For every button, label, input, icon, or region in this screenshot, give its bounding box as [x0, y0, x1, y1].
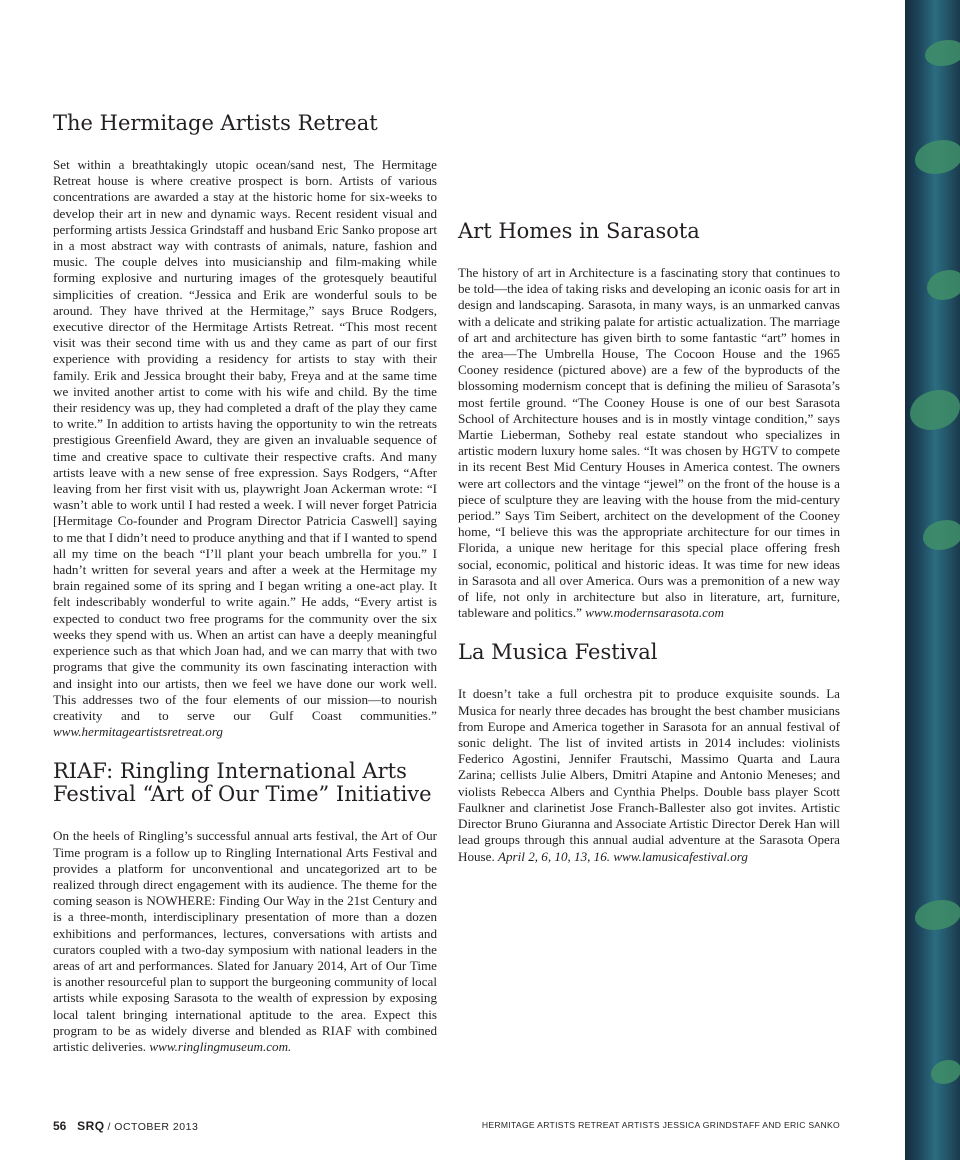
page-number: 56 [53, 1119, 67, 1133]
photo-strip [905, 0, 960, 1160]
la-musica-dates: April 2, 6, 10, 13, 16. [498, 848, 611, 864]
photo-caption: HERMITAGE ARTISTS RETREAT ARTISTS JESSICA GRINDSTAFF AND ERIC SANKO [481, 1120, 840, 1130]
art-homes-body [458, 265, 840, 621]
la-musica-text: It doesn’t take a full orchestra pit to produce exquisite sounds. La Musica for nearly three decades has brought the best chamber musicians from Europe and America together in Sarasota for an annual festival of sonic delight. The list of invited artists in 2014 includes: violinists Federico Agostini, Jennifer Frautschi, Massimo Quarta and Laura Zarina; cellists Julie Albers, Dmitri Atapine and Antonio Meneses; and violists Rebecca Albers and Cynthia Phelps. Double bass player Scott Faulkner and clarinetist Jose Franch-Ballester also got invites. Artistic Director Bruno Giuranna and Associate Artistic Director Derek Han will lead groups through this annual audial adventure at the Sarasota Opera House. [458, 686, 840, 864]
art-homes-text: The history of art in Architecture is a fascinating story that continues to be told—the idea of taking risks and developing an iconic oasis for art in design and landscaping. Sarasota, in many ways, is an unmarked canvas with a delicate and striking palate for artistic actualization. The marriage of art and architecture has given birth to some fantastic “art” homes in the area—The Umbrella House, The Cocoon House and the 1965 Cooney residence (pictured above) are a few of the byproducts of the blossoming modernism concept that is defining the milieu of Sarasota’s most fertile ground. “The Cooney House is one of our best Sarasota School of Architecture houses and is in mostly vintage condition,” says Martie Lieberman, Sotheby real estate standout who specializes in artistic modern luxury home sales. “It was chosen by HGTV to compete in its recent Best Mid Century Houses in America contest. The owners were art collectors and the vintage “jewel” on the front of the house is a piece of sculpture they are leaving with the house from the mid-century period.” Says Tim Seibert, architect on the development of the Cooney home, “I believe this was the appropriate architecture for our times in Florida, a unique new heritage for this special place offering fresh social, economic, political and historic ideas. It was time for new ideas in Sarasota and all over America. Ours was a premonition of a new way of life, not only in architecture but also in literature, art, furniture, tableware and politics.” [458, 265, 840, 621]
leaf-shape [915, 900, 960, 930]
art-homes-section [458, 220, 840, 621]
la-musica-heading: La Musica Festival [458, 640, 658, 665]
leaf-shape [925, 40, 960, 66]
hermitage-section [53, 112, 437, 740]
page-footer [53, 1119, 840, 1135]
leaf-shape [927, 270, 960, 300]
la-musica-section [458, 641, 840, 864]
hermitage-body [53, 157, 437, 740]
leaf-shape [910, 390, 960, 430]
riaf-heading: RIAF: Ringling International Arts Festival “Art of Our Time” Initiative [53, 759, 432, 807]
riaf-body [53, 828, 437, 1055]
art-homes-url[interactable]: www.modernsarasota.com [585, 605, 724, 621]
la-musica-body [458, 686, 840, 864]
hermitage-text: Set within a breathtakingly utopic ocean/sand nest, The Hermitage Retreat house is where creative prospect is born. Artists of various concentrations are awarded a stay at the historic home for six-weeks to develop their art in new and dynamic ways. Recent resident visual and performing artists Jessica Grindstaff and husband Eric Sanko propose art in a most abstract way with contrasts of animals, nature, fashion and music. The couple delves into musicianship and film-making while forming explosive and nurturing images of the grotesquely beautiful simplicities of creation. “Jessica and Erik are wonderful souls to be around. They have thrived at the Hermitage,” says Bruce Rodgers, executive director of the Hermitage Artists Retreat. “This most recent visit was their second time with us and they came as part of our first experience with providing a residency for artists to stay with their family. Erik and Jessica brought their baby, Freya and at the same time we invited another artist to come with his wife and child. By the time their residency was up, they had completed a draft of the play they came to write.” In addition to artists having the opportunity to win the retreats prestigious Greenfield Award, they are given an invaluable sequence of time and creative space to cultivate their respective crafts. And many artists leave with a new sense of free expression. Says Rodgers, “After leaving from her first visit with us, playwright Joan Ackerman wrote: “I wasn’t able to work until I had rested a week. I will never forget Patricia [Hermitage Co-founder and Program Director Patricia Caswell] saying to me that I didn’t need to produce anything and that if I wanted to spend all my time on the beach “I’ll plant your beach umbrella for you.” I hadn’t written for several years and after a week at the Hermitage my brain regained some of its spring and I began writing a one-act play. It felt indescribably wonderful to write again.” He adds, “Every artist is expected to conduct two free programs for the community over the six weeks they spend with us. When an artist can have a deeply meaningful experience such as that which Joan had, and we can marry that with two programs that give the community its own fascinating interaction with and insight into our artists, then we feel we have done our work well. This addresses two of the four elements of our mission—to nourish creativity and to serve our Gulf Coast communities.” [53, 157, 437, 723]
hermitage-url[interactable]: www.hermitageartistsretreat.org [53, 724, 223, 740]
leaf-shape [931, 1060, 960, 1084]
riaf-section [53, 760, 437, 1055]
riaf-url[interactable]: www.ringlingmuseum.com. [149, 1038, 292, 1054]
issue-date: / OCTOBER 2013 [107, 1121, 199, 1133]
riaf-text: On the heels of Ringling’s successful annual arts festival, the Art of Our Time program is a follow up to Ringling International Arts Festival and provides a platform for unconventional and uncategorized art to be realized through direct engagement with its audience. The theme for the coming season is NOWHERE: Finding Our Way in the 21st Century and is a three-month, interdisciplinary presentation of more than a dozen exhibitions and performances, lectures, conversations with artists and curators coupled with a two-day symposium with national leaders in the areas of art and performances. Slated for January 2014, Art of Our Time is another resourceful plan to support the burgeoning community of local artists while exposing Sarasota to the wealth of expression by exposing local talent bringing international aptitude to the area. Expect this program to be as widely diverse and blended as RIAF with combined artistic deliveries. [53, 828, 437, 1054]
right-column [458, 220, 840, 885]
art-homes-heading: Art Homes in Sarasota [458, 219, 700, 243]
left-column [53, 112, 437, 1075]
leaf-shape [923, 520, 960, 550]
la-musica-url[interactable]: www.lamusicafestival.org [613, 848, 748, 864]
hermitage-heading: The Hermitage Artists Retreat [53, 111, 378, 135]
magazine-name: SRQ [77, 1119, 105, 1133]
leaf-shape [915, 140, 960, 174]
